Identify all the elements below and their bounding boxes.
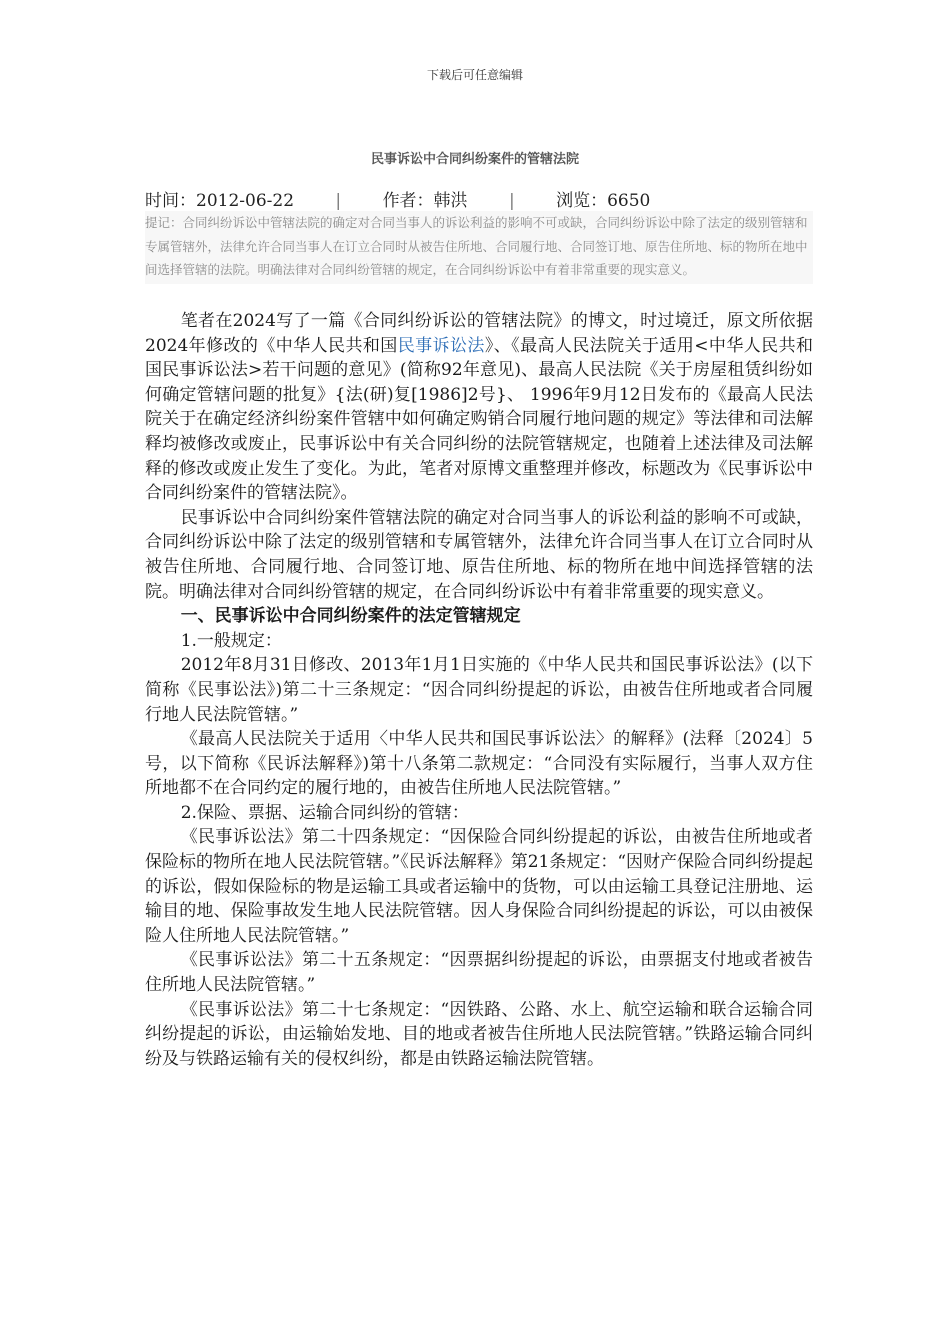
author: 作者：韩洪 bbox=[382, 191, 468, 211]
summary-box: 提记：合同纠纷诉讼中管辖法院的确定对合同当事人的诉讼利益的影响不可或缺，合同纠纷诉讼中除了法定的级别管辖和专属管辖外，法律允许合同当事人在订立合同时从被告住所地、合同履行地、合同签订地、原告住所地、标的物所在地中间选择管辖的法院。明确法律对合同纠纷管辖的规定，在合同纠纷诉讼中有着非常重要的现实意义。 bbox=[145, 211, 813, 284]
paragraph: 《民事诉讼法》第二十五条规定：“因票据纠纷提起的诉讼，由票据支付地或者被告住所地人民法院管辖。” bbox=[145, 950, 813, 996]
document-title: 民事诉讼中合同纠纷案件的管辖法院 bbox=[370, 152, 579, 167]
view-count: 浏览：6650 bbox=[556, 191, 651, 211]
publish-time: 时间：2012-06-22 bbox=[145, 191, 295, 211]
paragraph: 2012年8月31日修改、2013年1月1日实施的《中华人民共和国民事诉讼法》(以下简称《民事讼法》)第二十三条规定：“因合同纠纷提起的诉讼，由被告住所地或者合同履行地人民法院管辖。” bbox=[145, 655, 813, 725]
meta-separator: | bbox=[335, 191, 342, 211]
paragraph-text: 》、《最高人民法院关于适用<中华人民共和国民事诉讼法>若干问题的意见》(简称92年意见)、最高人民法院《关于房屋租赁纠纷如何确定管辖问题的批复》{法(研)复[1986]2号}、 1996年9月12日发布的《最高人民法院关于在确定经济纠纷案件管辖中如何确定购销合同履行地问题的规定》等法律和司法解释均被修改或废止，民事诉讼中有关合同纠纷的法院管辖规定，也随着上述法律及司法解释的修改或废止发生了变化。为此，笔者对原博文重整理并修改，标题改为《民事诉讼中合同纠纷案件的管辖法院》。 bbox=[145, 335, 814, 504]
paragraph: 《最高人民法院关于适用〈中华人民共和国民事诉讼法〉的解释》(法释〔2024〕5号，以下简称《民诉法解释》)第十八条第二款规定：“合同没有实际履行，当事人双方住所地都不在合同约定的履行地的，由被告住所地人民法院管辖。” bbox=[145, 729, 813, 799]
paragraph-text: 笔者在2024写了一篇《合同纠纷诉讼的管辖法院》的博文，时过境迁，原文所依据2024年修改的《中华人民共和国 bbox=[145, 311, 813, 356]
civil-procedure-law-link[interactable]: 民事诉讼法 bbox=[397, 335, 485, 356]
article-body bbox=[145, 309, 813, 1071]
header-note: 下载后可任意编辑 bbox=[426, 68, 523, 82]
meta-separator: | bbox=[508, 191, 515, 211]
meta-row bbox=[145, 186, 815, 211]
subsection-label: 1.一般规定： bbox=[180, 630, 282, 651]
paragraph: 《民事诉讼法》第二十四条规定：“因保险合同纠纷提起的诉讼，由被告住所地或者保险标的物所在地人民法院管辖。”《民诉法解释》第21条规定：“因财产保险合同纠纷提起的诉讼，假如保险标的物是运输工具或者运输中的货物，可以由运输工具登记注册地、运输目的地、保险事故发生地人民法院管辖。因人身保险合同纠纷提起的诉讼，可以由被保险人住所地人民法院管辖。” bbox=[145, 827, 814, 946]
paragraph bbox=[145, 309, 813, 506]
paragraph: 《民事诉讼法》第二十七条规定：“因铁路、公路、水上、航空运输和联合运输合同纠纷提起的诉讼，由运输始发地、目的地或者被告住所地人民法院管辖。”铁路运输合同纠纷及与铁路运输有关的侵权纠纷，都是由铁路运输法院管辖。 bbox=[145, 999, 813, 1069]
paragraph: 民事诉讼中合同纠纷案件管辖法院的确定对合同当事人的诉讼利益的影响不可或缺，合同纠纷诉讼中除了法定的级别管辖和专属管辖外，法律允许合同当事人在订立合同时从被告住所地、合同履行地、合同签订地、原告住所地、标的物所在地中间选择管辖的法院。明确法律对合同纠纷管辖的规定，在合同纠纷诉讼中有着非常重要的现实意义。 bbox=[145, 507, 813, 602]
section-heading: 一、民事诉讼中合同纠纷案件的法定管辖规定 bbox=[180, 606, 521, 627]
subsection-label: 2.保险、票据、运输合同纠纷的管辖： bbox=[180, 802, 469, 823]
